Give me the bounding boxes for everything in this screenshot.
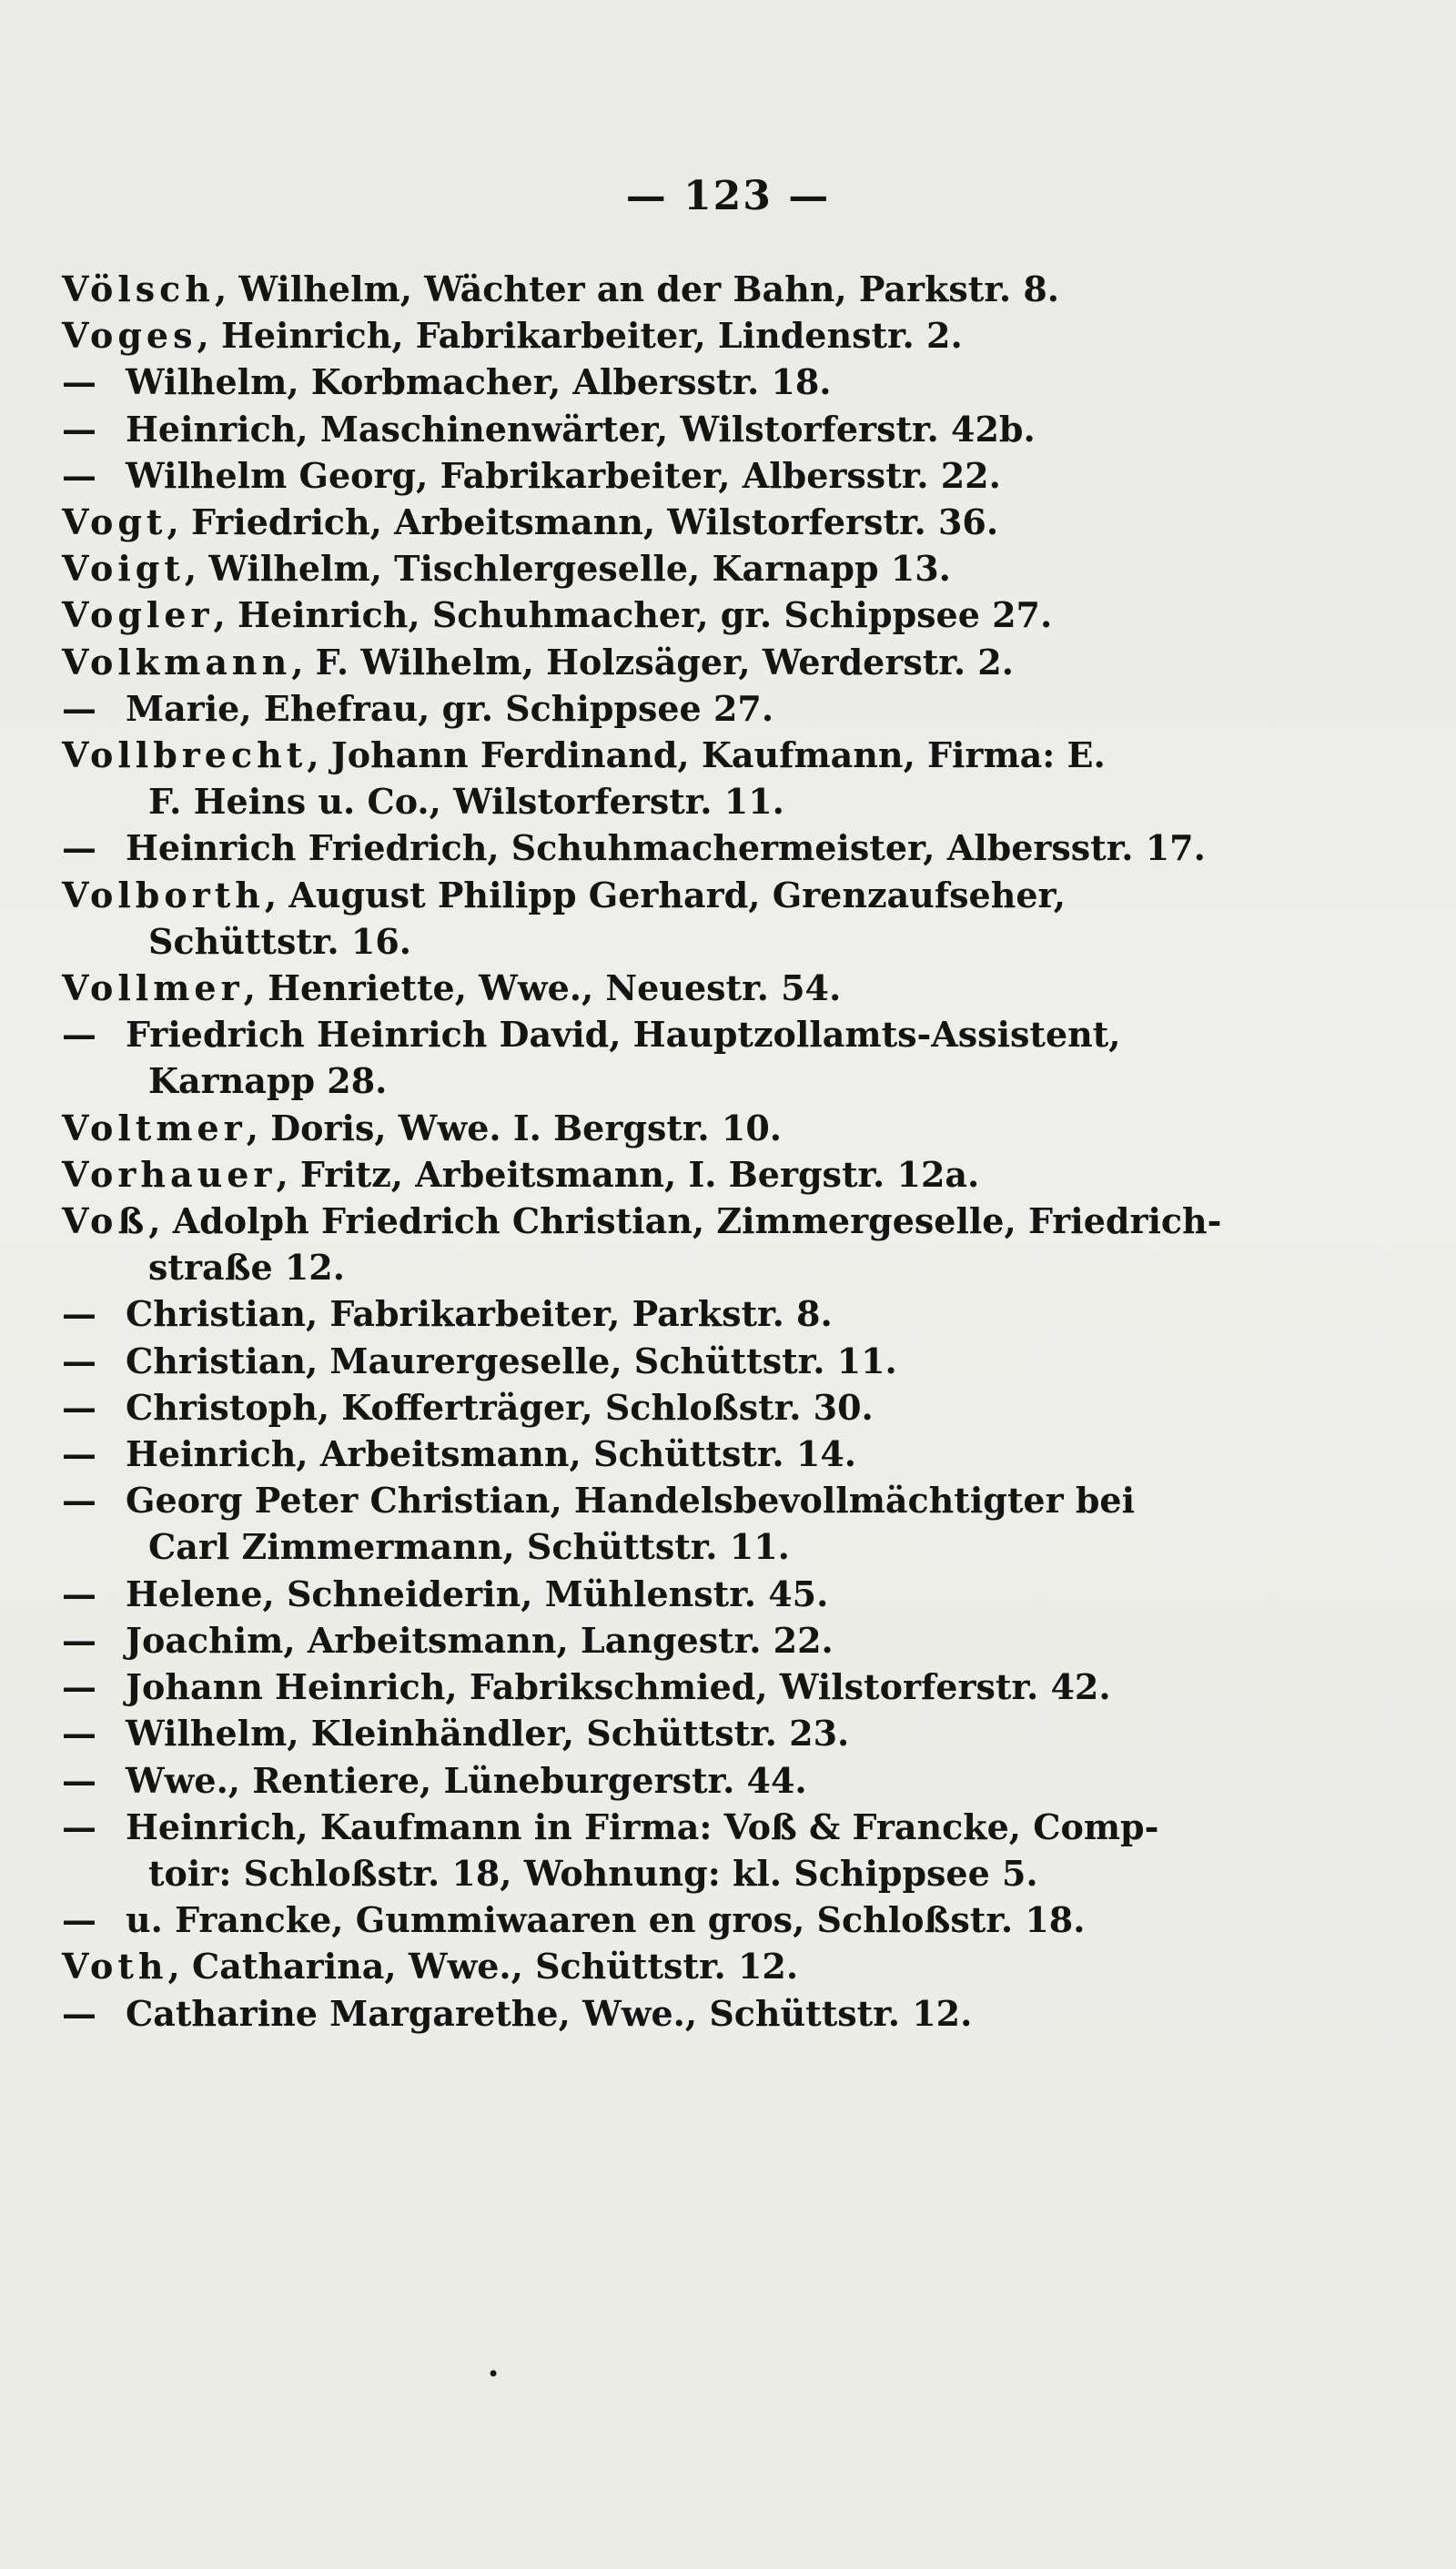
- page-number: — 123 —: [625, 173, 831, 219]
- directory-entry: [62, 732, 1199, 824]
- entry-text: Joachim, Arbeitsmann, Langestr. 22.: [126, 1619, 834, 1661]
- ditto-dash: —: [62, 1666, 96, 1708]
- entry-surname: Vogler: [62, 594, 214, 636]
- entry-text: Catharine Margarethe, Wwe., Schüttstr. 12.: [126, 1992, 973, 2034]
- directory-entry: [62, 1710, 1199, 1756]
- entry-surname: Volborth: [62, 874, 265, 915]
- ditto-dash: —: [62, 1293, 96, 1335]
- entry-text: F. Heins u. Co., Wilstorferstr. 11.: [148, 781, 784, 823]
- entry-text: Johann Ferdinand, Kaufmann, Firma: E.: [330, 734, 1106, 776]
- entry-text: Friedrich Heinrich David, Hauptzollamts-Assistent,: [126, 1014, 1121, 1056]
- entry-surname: Volkmann: [62, 641, 292, 683]
- entry-surname: Vollmer: [62, 967, 244, 1009]
- ditto-dash: —: [62, 687, 96, 729]
- entry-line: Vorhauer, Fritz, Arbeitsmann, I. Bergstr. 12a.: [62, 1153, 980, 1195]
- directory-entry: [62, 452, 1199, 499]
- ditto-dash: —: [62, 361, 96, 403]
- directory-entry: [62, 545, 1199, 592]
- ditto-dash: —: [62, 1759, 96, 1801]
- directory-entry: [62, 1431, 1199, 1477]
- entry-text: Heinrich Friedrich, Schuhmachermeister, Albersstr. 17.: [126, 827, 1206, 869]
- entry-line: [62, 406, 1199, 452]
- directory-entry: [62, 1384, 1199, 1431]
- entry-text: Catharina, Wwe., Schüttstr. 12.: [192, 1946, 799, 1987]
- directory-entry: [62, 499, 1199, 545]
- ditto-dash: —: [62, 408, 96, 450]
- ditto-dash: —: [62, 1014, 96, 1056]
- ditto-dash: —: [62, 1386, 96, 1428]
- entry-continuation: [62, 1850, 1199, 1896]
- entry-text: Heinrich, Arbeitsmann, Schüttstr. 14.: [126, 1433, 856, 1475]
- entry-text: Wilhelm, Kleinhändler, Schüttstr. 23.: [126, 1713, 850, 1755]
- entry-text: Heinrich, Fabrikarbeiter, Lindenstr. 2.: [220, 315, 963, 357]
- directory-entry: [62, 1105, 1199, 1151]
- entry-line: [62, 685, 1199, 732]
- directory-entry: [62, 872, 1199, 965]
- entry-surname: Vogt: [62, 501, 167, 543]
- entry-text: u. Francke, Gummiwaaren en gros, Schloßstr. 18.: [126, 1899, 1086, 1941]
- ditto-dash: —: [62, 1805, 96, 1847]
- entry-continuation: [62, 778, 1199, 824]
- entry-text: Heinrich, Schuhmacher, gr. Schippsee 27.: [238, 594, 1053, 636]
- directory-entry: [62, 824, 1206, 871]
- entry-line: Vogt, Friedrich, Arbeitsmann, Wilstorferstr. 36.: [62, 501, 999, 543]
- entry-line: [62, 1571, 1199, 1617]
- entry-text: Christoph, Kofferträger, Schloßstr. 30.: [126, 1386, 874, 1428]
- entry-text: Helene, Schneiderin, Mühlenstr. 45.: [126, 1573, 829, 1614]
- entry-line: [62, 1290, 1199, 1337]
- entry-line: [62, 824, 1206, 871]
- entry-line: Voges, Heinrich, Fabrikarbeiter, Lindenstr. 2.: [62, 315, 963, 357]
- entry-line: Voigt, Wilhelm, Tischlergeselle, Karnapp 13.: [62, 548, 951, 590]
- entry-text: Heinrich, Maschinenwärter, Wilstorferstr. 42b.: [126, 408, 1036, 450]
- entry-text: Wilhelm, Tischlergeselle, Karnapp 13.: [208, 548, 951, 590]
- entry-text: Georg Peter Christian, Handelsbevollmächtigter bei: [126, 1480, 1136, 1522]
- entry-text: Christian, Maurergeselle, Schüttstr. 11.: [126, 1340, 897, 1381]
- directory-entry: [62, 1804, 1199, 1896]
- entry-line: [62, 1011, 1199, 1057]
- entry-line: Voltmer, Doris, Wwe. I. Bergstr. 10.: [62, 1107, 783, 1148]
- entry-line: Volborth, August Philipp Gerhard, Grenzaufseher,: [62, 874, 1067, 915]
- entry-line: [62, 1710, 1199, 1756]
- directory-entry: [62, 1290, 1199, 1337]
- entry-text: Henriette, Wwe., Neuestr. 54.: [268, 967, 842, 1009]
- directory-entry: [62, 1477, 1199, 1570]
- entry-text: August Philipp Gerhard, Grenzaufseher,: [288, 874, 1067, 915]
- entry-text: Karnapp 28.: [148, 1060, 388, 1102]
- entry-continuation: [62, 1244, 1199, 1290]
- entry-text: Christian, Fabrikarbeiter, Parkstr. 8.: [126, 1293, 833, 1335]
- entry-text: Heinrich, Kaufmann in Firma: Voß & Francke, Comp-: [126, 1805, 1159, 1847]
- directory-entry: [62, 1571, 1199, 1617]
- directory-entry: [62, 1198, 1222, 1290]
- directory-entry: [62, 1943, 1199, 1989]
- entry-text: Fritz, Arbeitsmann, I. Bergstr. 12a.: [299, 1153, 980, 1195]
- entry-line: [62, 1431, 1199, 1477]
- entry-text: Wwe., Rentiere, Lüneburgerstr. 44.: [126, 1759, 807, 1801]
- entry-continuation: [62, 918, 1199, 965]
- directory-entry: [62, 639, 1199, 685]
- entry-text: Wilhelm, Korbmacher, Albersstr. 18.: [126, 361, 832, 403]
- ditto-dash: —: [62, 1340, 96, 1381]
- entry-text: Wilhelm, Wächter an der Bahn, Parkstr. 8.: [238, 268, 1059, 309]
- entry-text: Wilhelm Georg, Fabrikarbeiter, Albersstr. 22.: [126, 454, 1001, 496]
- entry-surname: Vorhauer: [62, 1153, 277, 1195]
- entry-text: Doris, Wwe. I. Bergstr. 10.: [270, 1107, 783, 1148]
- entry-surname: Voltmer: [62, 1107, 247, 1148]
- directory-entry: [62, 312, 1199, 359]
- directory-entry: [62, 1617, 1199, 1664]
- entry-text: Adolph Friedrich Christian, Zimmergeselle, Friedrich-: [172, 1200, 1222, 1242]
- entry-line: [62, 1896, 1199, 1943]
- entry-continuation: [62, 1523, 1199, 1570]
- ditto-dash: —: [62, 1480, 96, 1522]
- entry-surname: Völsch: [62, 268, 215, 309]
- entry-line: [62, 1664, 1199, 1710]
- directory-entry: [62, 1990, 1199, 2037]
- entry-line: [62, 452, 1199, 499]
- entry-line: [62, 1990, 1199, 2037]
- entry-line: [62, 1804, 1199, 1850]
- directory-entry: [62, 1757, 1199, 1804]
- entry-line: [62, 1617, 1199, 1664]
- entry-line: [62, 1384, 1199, 1431]
- entry-surname: Voth: [62, 1946, 168, 1987]
- entry-surname: Voß: [62, 1200, 149, 1242]
- entry-line: Vogler, Heinrich, Schuhmacher, gr. Schippsee 27.: [62, 594, 1053, 636]
- ditto-dash: —: [62, 454, 96, 496]
- entry-line: [62, 1338, 1199, 1384]
- stray-mark: •: [487, 2362, 500, 2387]
- entry-surname: Voges: [62, 315, 197, 357]
- entry-line: Völsch, Wilhelm, Wächter an der Bahn, Parkstr. 8.: [62, 268, 1059, 309]
- directory-entry: [62, 266, 1199, 312]
- entry-text: Friedrich, Arbeitsmann, Wilstorferstr. 36.: [190, 501, 999, 543]
- directory-entry: [62, 592, 1199, 638]
- directory-entry: [62, 1896, 1199, 1943]
- entry-line: Voß, Adolph Friedrich Christian, Zimmergeselle, Friedrich-: [62, 1200, 1222, 1242]
- entry-surname: Vollbrecht: [62, 734, 308, 776]
- ditto-dash: —: [62, 1619, 96, 1661]
- entry-line: [62, 1757, 1199, 1804]
- entry-line: Vollbrecht, Johann Ferdinand, Kaufmann, Firma: E.: [62, 734, 1106, 776]
- entry-text: straße 12.: [148, 1247, 345, 1289]
- ditto-dash: —: [62, 1899, 96, 1941]
- entry-text: Marie, Ehefrau, gr. Schippsee 27.: [126, 687, 774, 729]
- ditto-dash: —: [62, 1713, 96, 1755]
- directory-entry: [62, 965, 1199, 1011]
- ditto-dash: —: [62, 1992, 96, 2034]
- entry-line: Volkmann, F. Wilhelm, Holzsäger, Werderstr. 2.: [62, 641, 1014, 683]
- entry-text: Johann Heinrich, Fabrikschmied, Wilstorferstr. 42.: [126, 1666, 1111, 1708]
- entry-line: Vollmer, Henriette, Wwe., Neuestr. 54.: [62, 967, 842, 1009]
- directory-entry: [62, 1338, 1199, 1384]
- entry-surname: Voigt: [62, 548, 185, 590]
- directory-entry: [62, 359, 1199, 405]
- ditto-dash: —: [62, 1433, 96, 1475]
- directory-entry: [62, 685, 1199, 732]
- entry-list: [62, 266, 1222, 2037]
- entry-line: Voth, Catharina, Wwe., Schüttstr. 12.: [62, 1946, 799, 1987]
- directory-entry: [62, 1664, 1199, 1710]
- entry-text: F. Wilhelm, Holzsäger, Werderstr. 2.: [315, 641, 1014, 683]
- entry-continuation: [62, 1057, 1199, 1104]
- entry-text: Schüttstr. 16.: [148, 920, 411, 962]
- directory-entry: [62, 406, 1199, 452]
- ditto-dash: —: [62, 827, 96, 869]
- entry-line: [62, 359, 1199, 405]
- entry-line: [62, 1477, 1199, 1523]
- ditto-dash: —: [62, 1573, 96, 1614]
- entry-text: Carl Zimmermann, Schüttstr. 11.: [148, 1526, 790, 1568]
- entry-text: toir: Schloßstr. 18, Wohnung: kl. Schippsee 5.: [148, 1852, 1038, 1894]
- directory-entry: [62, 1151, 1199, 1198]
- directory-entry: [62, 1011, 1199, 1104]
